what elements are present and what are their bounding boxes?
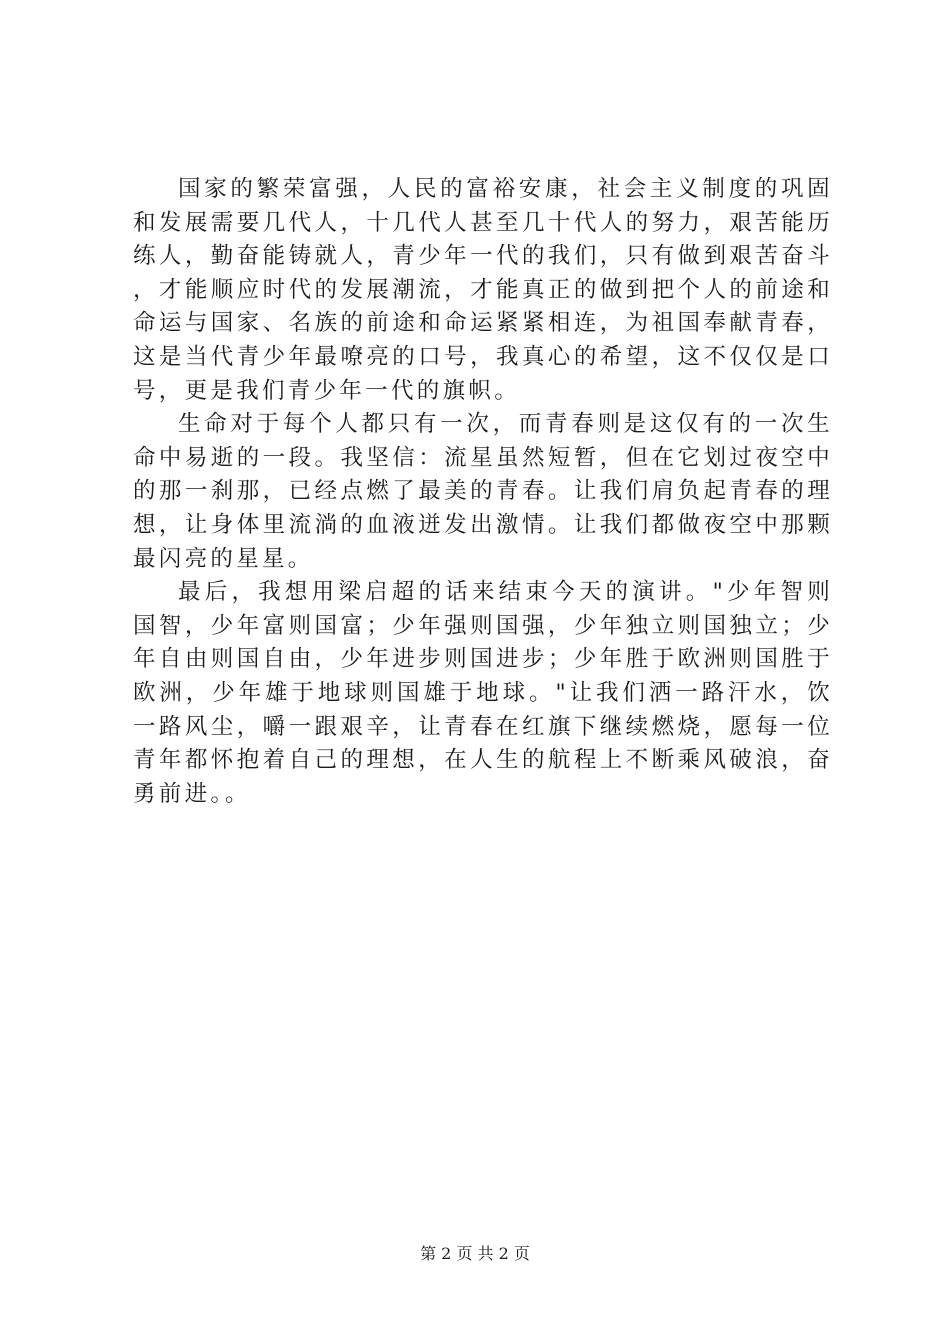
page-number-footer: 第 2 页 共 2 页	[420, 1244, 530, 1263]
document-body	[133, 173, 833, 811]
paragraph-2: 生命对于每个人都只有一次，而青春则是这仅有的一次生命中易逝的一段。我坚信：流星虽然短暂，但在它划过夜空中的那一刹那，已经点燃了最美的青春。让我们肩负起青春的理想，让身体里流淌的血液迸发出激情。让我们都做夜空中那颗最闪亮的星星。	[133, 411, 833, 572]
paragraph-1: 国家的繁荣富强，人民的富裕安康，社会主义制度的巩固和发展需要几代人，十几代人甚至几十代人的努力，艰苦能历练人，勤奋能铸就人，青少年一代的我们，只有做到艰苦奋斗，才能顺应时代的发展潮流，才能真正的做到把个人的前途和命运与国家、名族的前途和命运紧紧相连，为祖国奉献青春，这是当代青少年最嘹亮的口号，我真心的希望，这不仅仅是口号，更是我们青少年一代的旗帜。	[133, 176, 833, 404]
paragraph-3: 最后，我想用梁启超的话来结束今天的演讲。"少年智则国智，少年富则国富；少年强则国强，少年独立则国独立；少年自由则国自由，少年进步则国进步；少年胜于欧洲则国胜于欧洲，少年雄于地球则国雄于地球。"让我们洒一路汗水，饮一路风尘，嚼一跟艰辛，让青春在红旗下继续燃烧，愿每一位青年都怀抱着自己的理想，在人生的航程上不断乘风破浪，奋勇前进。。	[133, 579, 833, 807]
